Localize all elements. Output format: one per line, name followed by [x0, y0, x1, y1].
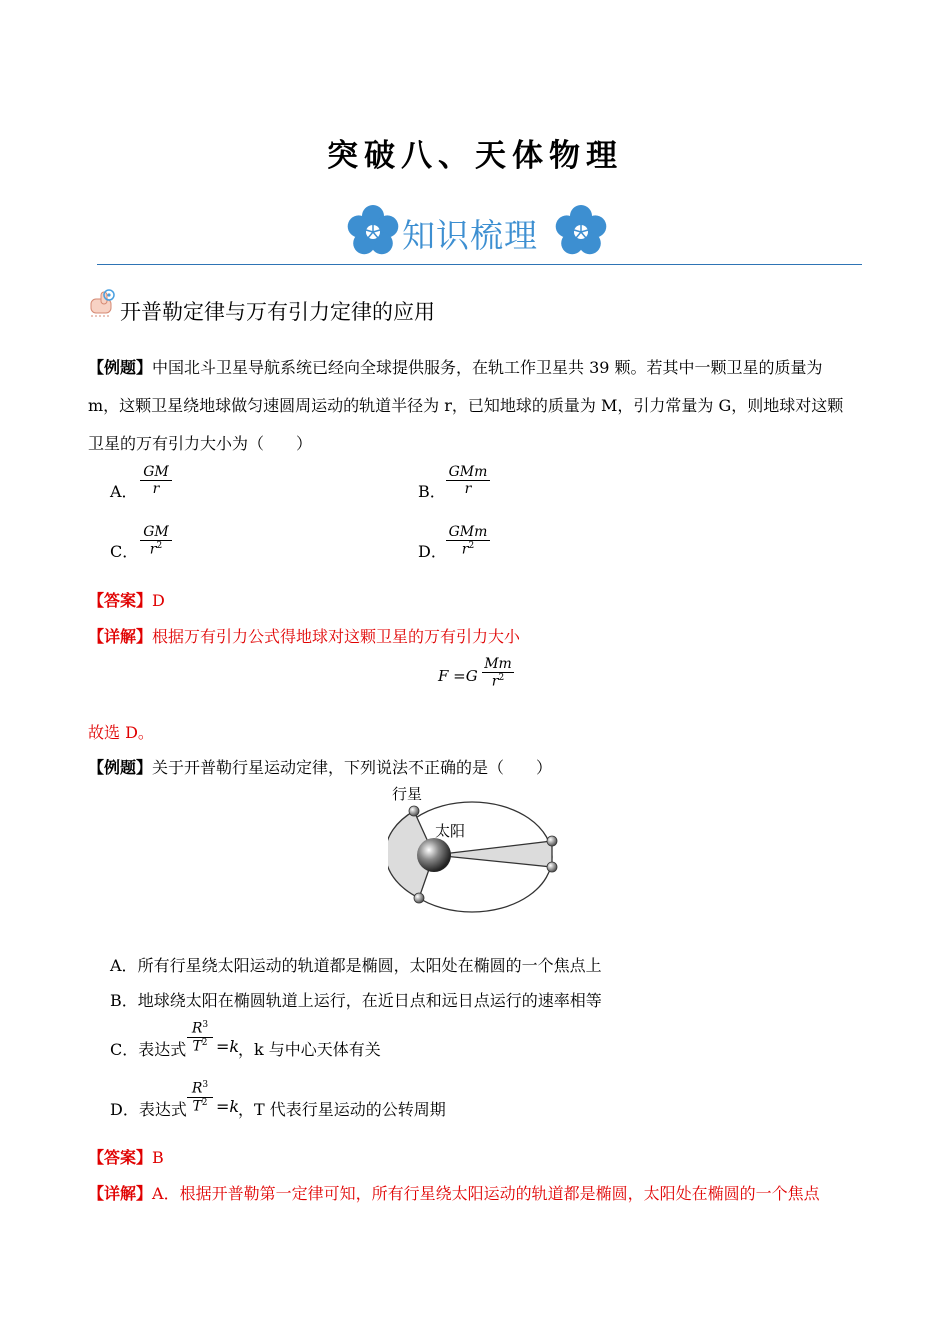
divider-line	[97, 264, 862, 265]
section-banner	[350, 200, 600, 262]
option-b	[110, 988, 602, 1011]
option-b-fraction	[446, 464, 490, 497]
fraction-numerator: $R^3$	[191, 1080, 209, 1097]
fraction-numerator: GM	[143, 464, 169, 480]
sun	[417, 838, 451, 872]
fraction-numerator: $R^3$	[191, 1020, 209, 1037]
explanation-tag: 【详解】	[88, 1184, 153, 1203]
option-c-rhs: =k	[216, 1037, 240, 1056]
option-c-fraction	[140, 524, 172, 558]
exponent: 2	[498, 673, 505, 683]
fraction-denominator: $T^2$	[192, 1037, 208, 1055]
explanation-text: 根据万有引力公式得地球对这颗卫星的万有引力大小	[152, 627, 521, 646]
question-1	[88, 355, 823, 378]
option-d-rhs: =k	[216, 1097, 240, 1116]
explanation-2	[88, 1181, 820, 1204]
section-heading: 开普勒定律与万有引力定律的应用	[120, 300, 435, 324]
option-label: A．	[110, 956, 138, 975]
option-prefix: 表达式	[138, 1100, 187, 1119]
answer-value: D	[152, 591, 165, 610]
answer-value: B	[152, 1148, 164, 1167]
swept-area-far	[434, 841, 552, 867]
option-text: 所有行星绕太阳运动的轨道都是椭圆，太阳处在椭圆的一个焦点上	[137, 956, 602, 975]
option-prefix: 表达式	[138, 1040, 187, 1059]
option-c-suffix: ，k 与中心天体有关	[238, 1040, 381, 1059]
explanation-tag: 【详解】	[88, 627, 153, 646]
explanation-text: A．根据开普勒第一定律可知，所有行星绕太阳运动的轨道都是椭圆，太阳处在椭圆的一个焦点	[152, 1184, 820, 1203]
option-a-label: A．	[110, 482, 138, 501]
exponent: 2	[201, 1037, 208, 1048]
option-c-fraction	[187, 1020, 213, 1054]
option-label: B．	[110, 991, 138, 1010]
question-1-line-2: m，这颗卫星绕地球做匀速圆周运动的轨道半径为 r，已知地球的质量为 M，引力常量为 G，则地球对这颗	[88, 396, 844, 415]
answer-1	[88, 588, 165, 611]
answer-tag: 【答案】	[88, 591, 153, 610]
sakura-flower-icon	[554, 204, 608, 258]
fraction-numerator: GM	[143, 524, 169, 540]
option-d-fraction	[187, 1080, 213, 1114]
option-d-label: D．	[418, 542, 447, 561]
banner-title: 知识梳理	[402, 216, 538, 255]
pointing-hand-icon	[87, 289, 119, 319]
answer-2	[88, 1145, 164, 1168]
option-label: D．	[110, 1100, 139, 1119]
option-label: C．	[110, 1040, 139, 1059]
fraction-denominator: $r^2$	[461, 541, 475, 558]
sakura-flower-icon	[346, 204, 400, 258]
option-d-suffix: ，T 代表行星运动的公转周期	[238, 1100, 446, 1119]
fraction-numerator: GMm	[448, 524, 488, 540]
question-text: 关于开普勒行星运动定律，下列说法不正确的是（ ）	[152, 758, 553, 777]
option-a-fraction	[140, 464, 172, 497]
option-b-label: B．	[418, 482, 446, 501]
exponent: 3	[202, 1020, 209, 1030]
exponent: 3	[202, 1080, 209, 1090]
formula-fraction	[482, 656, 514, 690]
planet	[409, 806, 419, 816]
fraction-denominator: $T^2$	[192, 1097, 208, 1115]
option-c	[110, 1037, 186, 1060]
sun-label: 太阳	[435, 822, 466, 840]
fraction-denominator: $r^2$	[491, 673, 505, 690]
formula-lhs: F =G	[438, 667, 478, 685]
planet-label: 行星	[392, 785, 423, 803]
fraction-denominator: r	[152, 481, 160, 497]
kepler-orbit-diagram	[388, 783, 560, 915]
planet	[414, 893, 424, 903]
question-tag: 【例题】	[88, 758, 153, 777]
question-text: 中国北斗卫星导航系统已经向全球提供服务，在轨工作卫星共 39 颗。若其中一颗卫星的质量为	[152, 358, 823, 377]
question-2	[88, 755, 552, 778]
page-title: 突破八、天体物理	[327, 138, 623, 174]
exponent: 2	[468, 541, 475, 551]
fraction-denominator: $r^2$	[149, 541, 163, 558]
explanation-1	[88, 624, 520, 647]
option-d	[110, 1097, 187, 1120]
fraction-denominator: r	[464, 481, 472, 497]
fraction-numerator: Mm	[484, 656, 512, 672]
option-c-label: C．	[110, 542, 139, 561]
option-d-fraction	[446, 524, 490, 558]
fraction-numerator: GMm	[448, 464, 488, 480]
planet	[547, 862, 557, 872]
planet	[547, 836, 557, 846]
exponent: 2	[156, 541, 163, 551]
answer-tag: 【答案】	[88, 1148, 153, 1167]
option-a	[110, 953, 602, 976]
exponent: 2	[201, 1097, 208, 1108]
question-tag: 【例题】	[88, 358, 153, 377]
conclusion-1: 故选 D。	[88, 723, 154, 742]
question-1-line-3: 卫星的万有引力大小为（ ）	[88, 434, 313, 453]
option-text: 地球绕太阳在椭圆轨道上运行，在近日点和远日点运行的速率相等	[137, 991, 602, 1010]
